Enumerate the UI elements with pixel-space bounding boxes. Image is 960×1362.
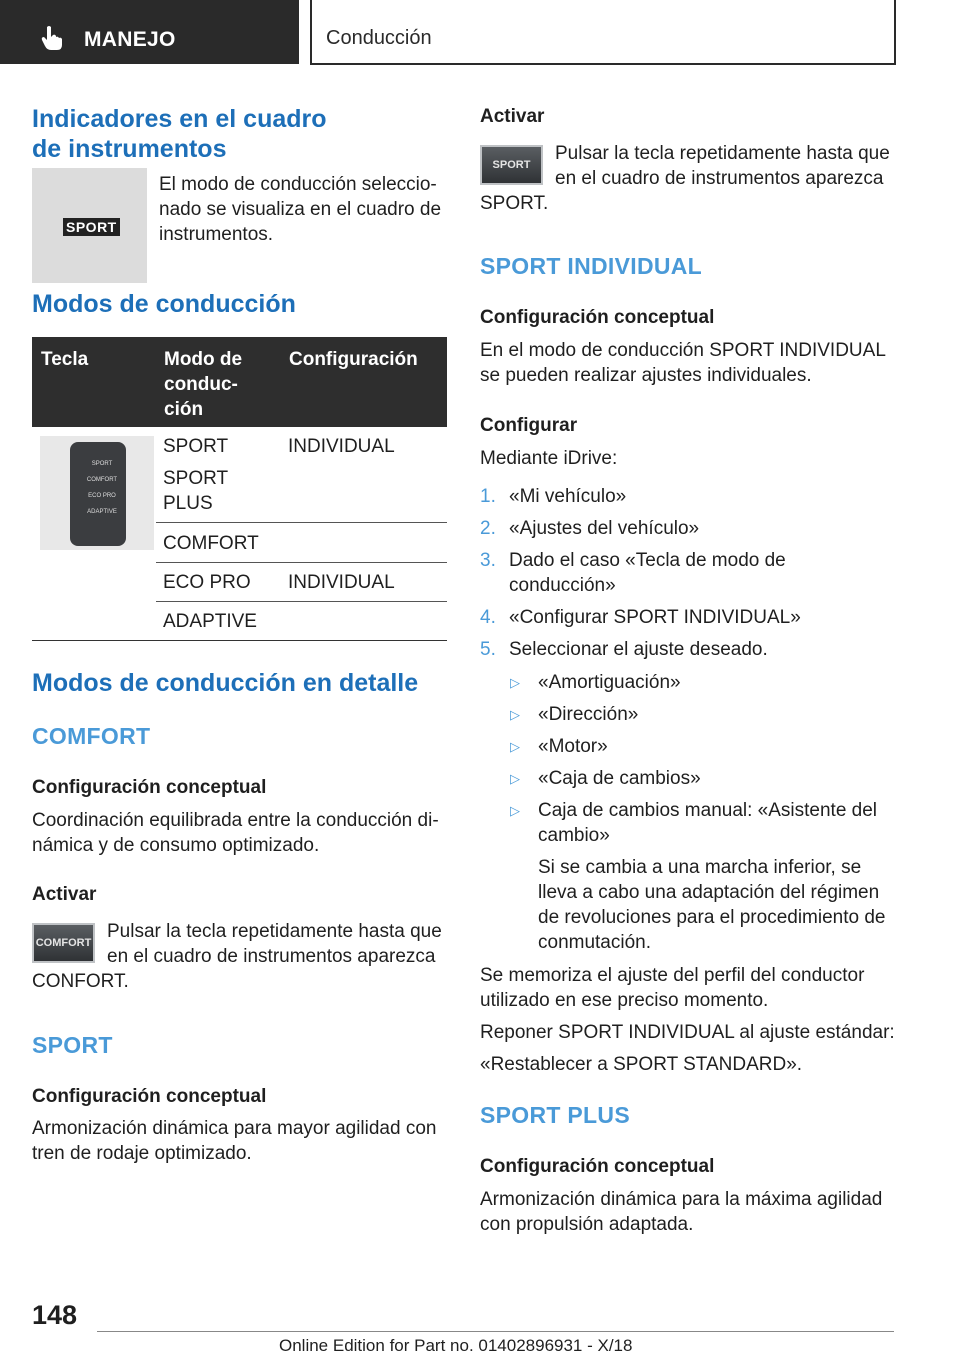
row-ecopro-modo: ECO PRO: [163, 572, 251, 593]
individual-concept-heading: Configuración conceptual: [480, 307, 715, 328]
th-configuracion: Configuración: [289, 349, 418, 370]
page-number: 148: [32, 1300, 78, 1330]
row-ecopro-config: INDIVIDUAL: [288, 572, 395, 593]
sport-individual-heading: SPORT INDIVIDUAL: [480, 253, 703, 279]
sport-concept-text: Armonización dinámica para mayor agilidad con tren de rodaje optimizado.: [32, 1118, 437, 1164]
cluster-sport-badge: SPORT: [63, 218, 120, 236]
step-text: Seleccionar el ajuste deseado.: [509, 639, 768, 660]
bullet-triangle-icon: ▷: [510, 803, 520, 818]
individual-concept-text: En el modo de conducción SPORT INDIVIDUAL se pueden realizar ajustes individuales.: [480, 340, 886, 386]
comfort-activar-heading: Activar: [32, 884, 97, 905]
sport-heading: SPORT: [32, 1032, 113, 1058]
section-label: MANEJO: [84, 28, 176, 51]
comfort-concept-heading: Configuración conceptual: [32, 777, 267, 798]
row-adaptive-modo: ADAPTIVE: [163, 611, 257, 632]
sport-concept-heading: Configuración conceptual: [32, 1086, 267, 1107]
memoriza-text: Se memoriza el ajuste del perfil del conductor utilizado en ese preciso momento.: [480, 965, 865, 1011]
plus-concept-text: Armonización dinámica para la máxima agilidad con propulsión adaptada.: [480, 1189, 883, 1235]
step-text: «Mi vehículo»: [509, 486, 627, 507]
step-text: Dado el caso «Tecla de modo de conducción»: [509, 550, 786, 596]
indicadores-text: El modo de conducción seleccio‐ nado se visualiza en el cuadro de instrumentos.: [159, 174, 442, 245]
th-modo: Modo de conduc‐ ción: [164, 349, 243, 420]
step-number: 4.: [480, 607, 496, 628]
switch-labels: SPORT COMFORT ECO PRO ADAPTIVE: [86, 461, 118, 515]
row-comfort-modo: COMFORT: [163, 533, 259, 554]
reponer-text: Reponer SPORT INDIVIDUAL al ajuste estándar:: [480, 1022, 895, 1043]
indicadores-heading: Indicadores en el cuadro de instrumentos: [32, 105, 327, 163]
sport-activar-text: Pulsar la tecla repetidamente hasta que en el cuadro de instrumentos aparezca: [555, 143, 890, 189]
edition-text: Online Edition for Part no. 01402896931 - X/18: [279, 1336, 633, 1355]
chapter-title: Conducción: [326, 27, 432, 49]
header-section-tab: [0, 0, 299, 64]
sport-key-image: SPORT: [480, 145, 543, 185]
row-sport-modo: SPORT: [163, 436, 229, 457]
table-bottom-line: [32, 640, 447, 641]
restablecer-text: «Restablecer a SPORT STANDARD».: [480, 1054, 803, 1075]
bullet-text: «Caja de cambios»: [538, 768, 701, 789]
step-text: «Configurar SPORT INDIVIDUAL»: [509, 607, 801, 628]
step-number: 1.: [480, 486, 496, 507]
sport-activar-text-end: SPORT.: [480, 193, 549, 214]
table-divider: [156, 601, 447, 602]
mode-switch-image: [40, 436, 154, 550]
sport-activar-heading: Activar: [480, 106, 545, 127]
plus-concept-heading: Configuración conceptual: [480, 1156, 715, 1177]
header-title-box: [310, 0, 896, 65]
table-divider: [156, 562, 447, 563]
configurar-heading: Configurar: [480, 415, 578, 436]
sport-plus-heading: SPORT PLUS: [480, 1102, 630, 1128]
comfort-concept-text: Coordinación equilibrada entre la conducción di‐ námica y de consumo optimizado.: [32, 810, 439, 856]
bullet-text: «Amortiguación»: [538, 672, 681, 693]
footer-divider: [97, 1331, 894, 1332]
modos-heading: Modos de conducción: [32, 290, 296, 318]
cluster-display-image: [32, 168, 147, 283]
hand-pointer-icon: [38, 24, 66, 52]
bullet-triangle-icon: ▷: [510, 707, 520, 722]
comfort-activar-text: Pulsar la tecla repetidamente hasta que en el cuadro de instrumentos aparezca: [107, 921, 442, 967]
bullet-triangle-icon: ▷: [510, 675, 520, 690]
downshift-note: Si se cambia a una marcha inferior, se lleva a cabo una adaptación del régimen de revoluciones para el procedimiento de conmutación.: [538, 857, 886, 953]
step-number: 5.: [480, 639, 496, 660]
step-number: 2.: [480, 518, 496, 539]
bullet-text: «Dirección»: [538, 704, 639, 725]
table-divider: [156, 522, 447, 523]
bullet-triangle-icon: ▷: [510, 739, 520, 754]
detalle-heading: Modos de conducción en detalle: [32, 669, 419, 697]
comfort-activar-text-end: CONFORT.: [32, 971, 129, 992]
bullet-text: «Motor»: [538, 736, 608, 757]
th-tecla: Tecla: [41, 349, 89, 370]
step-text: «Ajustes del vehículo»: [509, 518, 700, 539]
mediante-text: Mediante iDrive:: [480, 448, 618, 469]
comfort-key-image: COMFORT: [32, 923, 95, 963]
modes-table-header: [32, 337, 447, 427]
row-sport-config: INDIVIDUAL: [288, 436, 395, 457]
step-number: 3.: [480, 550, 496, 571]
comfort-heading: COMFORT: [32, 723, 151, 749]
bullet-text: Caja de cambios manual: «Asistente del cambio»: [538, 800, 878, 846]
bullet-triangle-icon: ▷: [510, 771, 520, 786]
row-sportplus-modo: SPORT PLUS: [163, 468, 229, 514]
